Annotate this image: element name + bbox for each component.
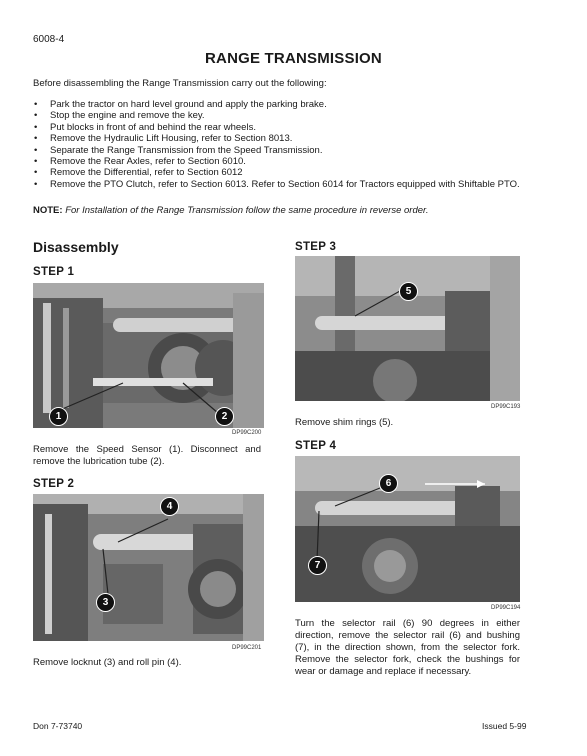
callout-3: 3 <box>96 593 115 612</box>
list-item: • Separate the Range Transmission from the Speed Transmission. <box>33 145 520 156</box>
callout-2: 2 <box>215 407 234 426</box>
callout-5: 5 <box>399 282 418 301</box>
note <box>33 205 429 216</box>
footer-issue-date: Issued 5-99 <box>482 721 527 731</box>
section-heading: Disassembly <box>33 239 119 255</box>
list-item: • Remove the Rear Axles, refer to Section 6010. <box>33 156 520 167</box>
list-item: • Park the tractor on hard level ground and apply the parking brake. <box>33 99 520 110</box>
note-text: For Installation of the Range Transmission follow the same procedure in reverse order. <box>65 205 429 216</box>
callout-1: 1 <box>49 407 68 426</box>
step-3-text: Remove shim rings (5). <box>295 417 394 428</box>
list-item: • Remove the Differential, refer to Section 6012 <box>33 167 520 178</box>
list-item: • Remove the Hydraulic Lift Housing, refer to Section 8013. <box>33 133 520 144</box>
step-2-photo <box>33 494 264 641</box>
list-item: • Remove the PTO Clutch, refer to Section 6013. Refer to Section 6014 for Tractors equipped with Shiftable PTO. <box>33 179 520 190</box>
callout-7: 7 <box>308 556 327 575</box>
step-1-text: Remove the Speed Sensor (1). Disconnect and remove the lubrication tube (2). <box>33 444 261 467</box>
prerequisite-list <box>33 99 520 190</box>
intro-text: Before disassembling the Range Transmission carry out the following: <box>33 78 327 89</box>
step-1-figure-id: DP99C200 <box>232 430 262 436</box>
list-item: • Put blocks in front of and behind the rear wheels. <box>33 122 520 133</box>
page-title: RANGE TRANSMISSION <box>205 50 382 67</box>
list-item: • Stop the engine and remove the key. <box>33 110 520 121</box>
callout-4: 4 <box>160 497 179 516</box>
step-2-heading: STEP 2 <box>33 478 75 490</box>
page-number: 6008-4 <box>33 34 65 45</box>
step-1-heading: STEP 1 <box>33 266 75 278</box>
footer-document-id: Don 7-73740 <box>33 721 83 731</box>
step-4-photo <box>295 456 520 602</box>
note-label: NOTE: <box>33 205 63 216</box>
step-2-text: Remove locknut (3) and roll pin (4). <box>33 657 182 668</box>
callout-6: 6 <box>379 474 398 493</box>
step-4-figure-id: DP99C194 <box>491 605 521 611</box>
step-4-heading: STEP 4 <box>295 440 337 452</box>
step-4-text: Turn the selector rail (6) 90 degrees in either direction, remove the selector rail (6) and bushing (7), in the direction shown, from the selector fork. Remove the selector fork, check the bushings for wear or damage and replace if necessary. <box>295 618 520 677</box>
step-3-photo <box>295 256 520 401</box>
step-2-figure-id: DP99C201 <box>232 645 262 651</box>
step-1-photo <box>33 283 264 428</box>
step-3-figure-id: DP99C193 <box>491 404 521 410</box>
step-3-heading: STEP 3 <box>295 241 337 253</box>
